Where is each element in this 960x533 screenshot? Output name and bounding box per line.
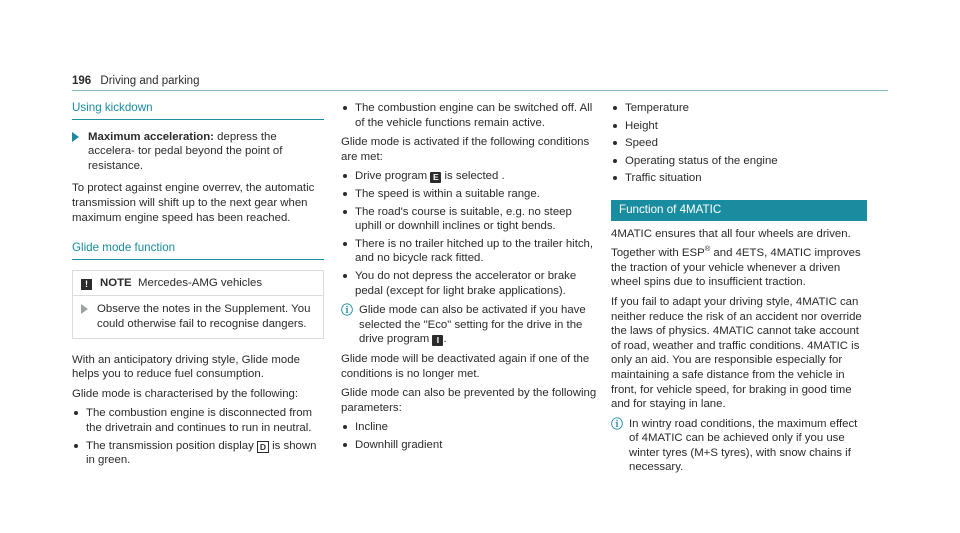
list-item <box>341 420 601 435</box>
conditions-list <box>341 169 601 298</box>
glide-heading: Glide mode function <box>72 241 324 260</box>
4matic-warning-paragraph: If you fail to adapt your driving style, 4MATIC can neither reduce the risk of an accident nor override the laws of physics. 4MATIC cannot take account of road, weather and traffic conditions. 4MATIC is only an aid. You are responsible especially for maintaining a safe distance from the vehicle in front, for vehicle speed, for braking in good time and for staying in lane. <box>611 295 862 411</box>
esp-text: Together with ESP <box>611 247 705 260</box>
column-right <box>611 101 867 480</box>
esp-text-end: and 4ETS, 4MATIC improves the traction of your vehicle whenever a driven wheel spins due to insufficient traction. <box>611 247 861 289</box>
note-step <box>81 302 315 331</box>
registered-mark: ® <box>704 244 711 254</box>
note-title: Mercedes‑AMG vehicles <box>138 276 263 289</box>
info-text: In wintry road conditions, the maximum effect of 4MATIC can be achieved only if you use winter tyres (M+S tyres), with snow chains if necessary. <box>629 417 858 474</box>
winter-info-note <box>611 417 867 475</box>
deactivation-paragraph: Glide mode will be deactivated again if one of the conditions is no longer met. <box>341 352 590 380</box>
bullet-icon <box>74 411 78 415</box>
parameters-list <box>341 420 601 452</box>
info-text-end: . <box>443 333 447 346</box>
list-item-text-end: is shown in green. <box>86 439 317 467</box>
bullet-icon <box>613 141 617 145</box>
list-item <box>341 187 601 202</box>
note-body <box>73 296 323 337</box>
list-item-text: Temperature <box>625 102 689 114</box>
list-item-text: Operating status of the engine <box>625 154 778 167</box>
list-item-text: You do not depress the accelerator or brake pedal (except for light brake applications). <box>355 269 577 297</box>
parameters-list-cont <box>611 101 867 186</box>
list-item <box>72 406 324 435</box>
glide-characterised: Glide mode is characterised by the following: <box>72 387 299 400</box>
list-item-text: Height <box>625 119 658 132</box>
bullet-icon <box>613 176 617 180</box>
eco-info-note <box>341 303 601 347</box>
kickdown-step-text: depress the accelera‐ tor pedal beyond the point of resistance. <box>88 130 283 172</box>
drive-program-e-icon: E <box>430 172 441 183</box>
list-item-text: There is no trailer hitched up to the trailer hitch, and no bicycle rack fitted. <box>355 237 594 265</box>
list-item <box>611 101 867 116</box>
bullet-icon <box>343 242 347 246</box>
note-header <box>73 271 323 297</box>
list-item-text: Downhill gradient <box>355 438 443 451</box>
list-item <box>611 171 867 186</box>
arrow-right-icon <box>72 132 79 142</box>
list-item-text: Traffic situation <box>625 172 702 185</box>
info-text: Glide mode can also be activated if you have selected the "Eco" setting for the drive in the drive program <box>359 304 586 346</box>
column-middle <box>341 101 601 457</box>
glide-intro: With an anticipatory driving style, Glide mode helps you to reduce fuel consumption. <box>72 353 300 381</box>
info-icon: ⓘ <box>611 416 624 431</box>
kickdown-step-label: Maximum acceleration: <box>88 130 214 143</box>
list-item <box>341 169 601 184</box>
kickdown-paragraph: To protect against engine overrev, the automatic transmission will shift up to the next gear when maximum engine speed has been reached. <box>72 182 315 224</box>
bullet-icon <box>613 106 617 110</box>
arrow-right-icon <box>81 304 88 314</box>
bullet-icon <box>613 159 617 163</box>
list-item <box>611 119 867 134</box>
list-item <box>341 237 601 266</box>
list-item-text: The road's course is suitable, e.g. no steep uphill or downhill inclines or tight bends. <box>355 205 572 233</box>
list-item <box>611 136 867 151</box>
bullet-icon <box>343 443 347 447</box>
list-item-text: The speed is within a suitable range. <box>355 187 540 200</box>
4matic-heading: Function of 4MATIC <box>611 200 867 221</box>
drive-position-d-icon: D <box>257 441 269 453</box>
bullet-icon <box>74 444 78 448</box>
kickdown-step <box>72 130 324 174</box>
page-header <box>72 74 199 89</box>
note-box <box>72 270 324 339</box>
4matic-intro: 4MATIC ensures that all four wheels are driven. <box>611 227 851 240</box>
chapter-title: Driving and parking <box>100 75 200 87</box>
list-item <box>611 154 867 169</box>
drive-program-i-icon: I <box>432 335 443 346</box>
list-item <box>72 439 324 468</box>
page-number: 196 <box>72 75 92 87</box>
list-item-text: The combustion engine can be switched off. All of the vehicle functions remain active. <box>355 102 593 129</box>
prevention-intro: Glide mode can also be prevented by the following parameters: <box>341 387 597 414</box>
4matic-esp-paragraph <box>611 246 867 290</box>
bullet-icon <box>343 210 347 214</box>
conditions-intro: Glide mode is activated if the following conditions are met: <box>341 136 590 163</box>
list-item-text: The combustion engine is disconnected from the drivetrain and continues to run in neutral. <box>86 407 313 434</box>
list-item-text: Incline <box>355 421 388 434</box>
header-divider <box>72 90 888 91</box>
list-item-text-end: is selected . <box>441 170 505 183</box>
column-left <box>72 101 324 473</box>
bullet-icon <box>613 124 617 128</box>
bullet-icon <box>343 106 347 110</box>
list-item <box>341 101 601 130</box>
list-item <box>341 269 601 298</box>
bullet-icon <box>343 425 347 429</box>
list-item-text: The transmission position display <box>86 439 257 452</box>
note-label: NOTE <box>100 276 132 289</box>
list-item-text: Speed <box>625 137 658 150</box>
bullet-icon <box>343 274 347 278</box>
list-item <box>341 438 601 453</box>
list-item-text: Drive program <box>355 170 431 183</box>
kickdown-heading: Using kickdown <box>72 101 324 120</box>
bullet-icon <box>343 192 347 196</box>
bullet-icon <box>343 174 347 178</box>
list-item <box>341 205 601 234</box>
info-icon: ⓘ <box>341 303 354 318</box>
glide-features-list-cont <box>341 101 601 130</box>
glide-features-list <box>72 406 324 467</box>
exclamation-square-icon: ! <box>81 279 92 290</box>
note-step-text: Observe the notes in the Supplement. You could otherwise fail to recognise dangers. <box>97 303 311 330</box>
